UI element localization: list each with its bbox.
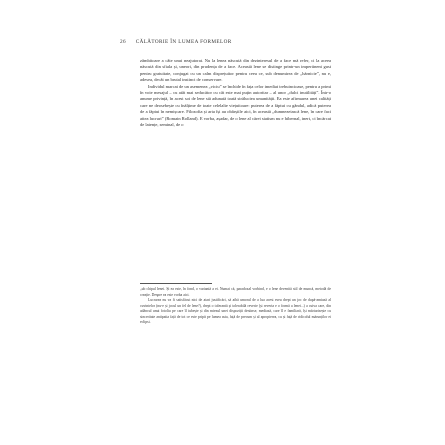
running-title: CĂLĂTORIE ÎN LUMEA FORMELOR bbox=[135, 39, 232, 45]
footnote-paragraph-1: „ub chipul lenei. Și ea este, în fond, o variantă a ei. Numai că, paradoxal vorbind, e o lene devenită stil de muncă, metodă de creație. Despre ea este vorba aici. bbox=[140, 287, 331, 297]
footnote-text bbox=[140, 287, 331, 326]
footnote-rule bbox=[140, 283, 212, 284]
footnote-paragraph-2: Lucrarea nu va fi satisfăcut nici de atari justificări, să aibă umorul de a lua acest eseu drept un joc de după-amiază al cuvintelor (nu-e și jocul un fel de lene?), drept o tolerantă și tolerabilă reverie (și reveria e o formă a lenei...) a cuiva care, din adâncul unui fotoliu pe care îl iubește și din miezul unei dispoziții destinse, mediază, care îl e familiară, își mărturisește cu sinceritate antipatia față de tot ce este pripit pe lumea asta, față de precum și al apropierea, cu și față de ridicolul mărunților ei eclipsi. bbox=[140, 298, 331, 324]
body-text bbox=[140, 58, 331, 128]
page-number: 26 bbox=[120, 39, 126, 45]
body-paragraph-2: Individul marcat de un asemenea „viciu” se închide în fața celor imediat trebuincioase, pentru a primi în voie mesajul – cu atât mai seducător cu cât este mai puțin autoritar – al unor „dulci inutilități”. Într-o anume privință, în acest soi de lene stă adunată toată străluciea umanității. Ea este afirmarea unei calități care ne deosebește cu înălțime de toate celelalte viețuitoare: puterea de a făptui cu gândul, adică puterea de a făptui în nemișcare. Filozofia și arta își au obârșiile aici, în această „dumnezeiască lene, în care faci attea lucruri” (Romain Rolland). E vorba, așadar, de o lene al cărei statism nu e hibernal, inert, ci încărcat de latențe, seminal, de o bbox=[140, 83, 331, 128]
running-header bbox=[120, 39, 330, 49]
body-paragraph-1: zâmbitoare a câte unui neajutorat. Nu la lenea născută din dezinteresul de a face mă refer, ci la aceea născută din sfiala și, uneori, din prudența de a face. Această lene se distinge printr-un impertinent gust pentru gratuitate, conjugat cu un calm disprețuitor pentru ceea ce, sub denumirea de „hărnicie”, nu e, adesea, decât un brutal instinct de conservare. bbox=[140, 58, 331, 83]
